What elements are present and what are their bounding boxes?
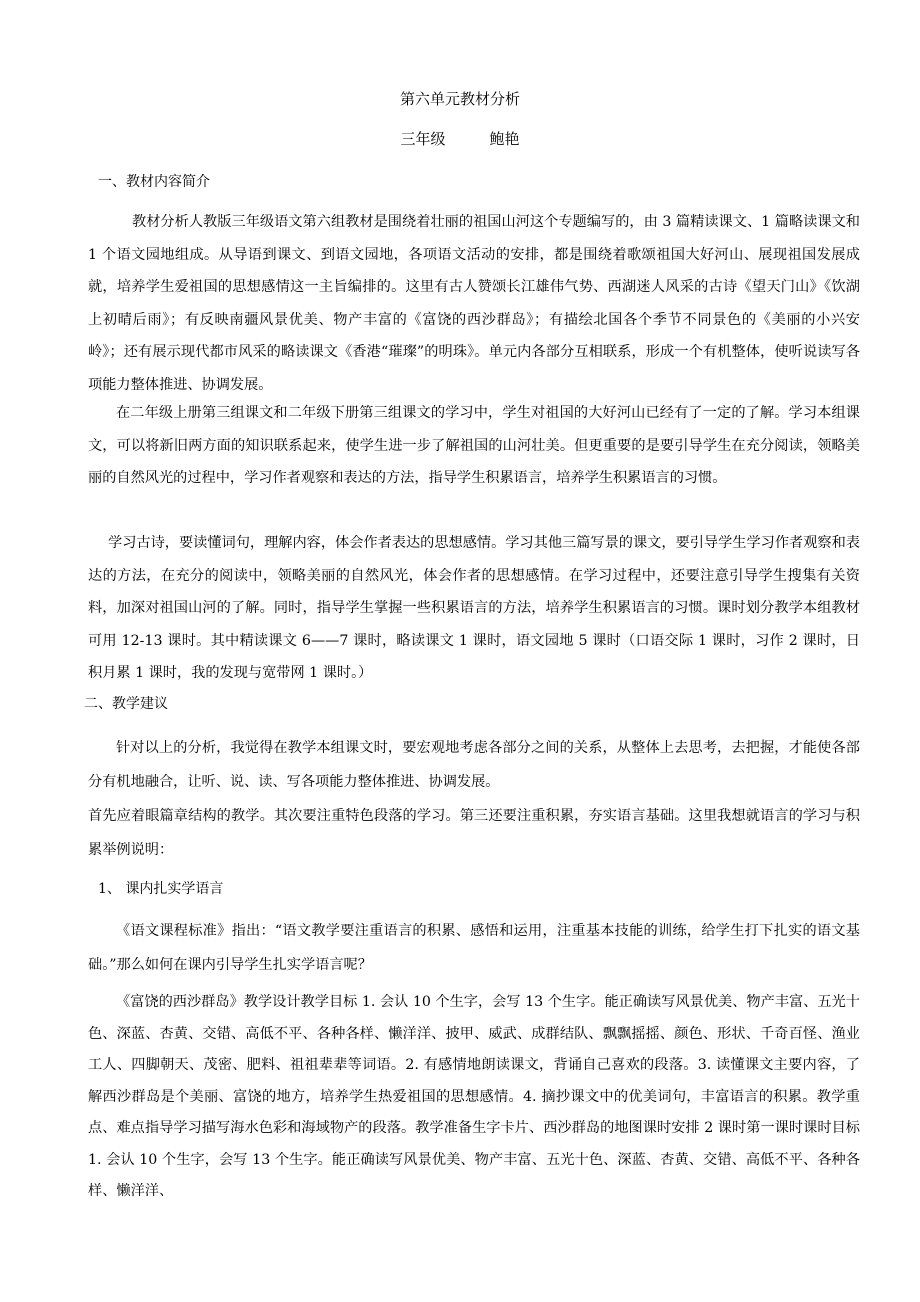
paragraph-intro-3: 学习古诗，要读懂词句，理解内容，体会作者表达的思想感情。学习其他三篇写景的课文，要引导学生学习作者观察和表达的方法，在充分的阅读中，领略美丽的自然风光，体会作者的思想感情。在学习过程中，还要注意引导学生搜集有关资料，加深对祖国山河的了解。同时，指导学生掌握一些积累语言的方法，培养学生积累语言的习惯。课时划分教学本组教材可用 12-13 课时。其中精读课文 6——7 课时，略读课文 1 课时，语文园地 5 课时（口语交际 1 课时，习作 2 课时，日积月累 1 课时，我的发现与宽带网 1 课时。）: [88, 535, 860, 681]
paragraph-suggestion-2: 首先应着眼篇章结构的教学。其次要注重特色段落的学习。第三还要注重积累，夯实语言基础。这里我想就语言的学习与积累举例说明：: [88, 808, 860, 858]
grade-label: 三年级: [400, 130, 446, 148]
section-heading-2: 二、教学建议: [84, 696, 168, 712]
paragraph-suggestion-1: 针对以上的分析，我觉得在教学本组课文时，要宏观地考虑各部分之间的关系，从整体上去思考，去把握，才能使各部分有机地融合，让听、说、读、写各项能力整体推进、协调发展。: [88, 740, 860, 790]
section-heading-1: 一、教材内容简介: [98, 174, 210, 190]
document-title: 第六单元教材分析: [399, 90, 520, 108]
paragraph-intro-1: 教材分析人教版三年级语文第六组教材是围绕着壮丽的祖国山河这个专题编写的，由 3 篇精读课文、1 篇略读课文和 1 个语文园地组成。从导语到课文、到语文园地，各项语文活动的安排，都是围绕着歌颂祖国大好河山、展现祖国发展成就，培养学生爱祖国的思想感情这一主旨编排的。这里有古人赞颂长江雄伟气势、西湖迷人风采的古诗《望天门山》《饮湖上初晴后雨》；有反映南疆风景优美、物产丰富的《富饶的西沙群岛》；有描绘北国各个季节不同景色的《美丽的小兴安岭》；还有展示现代都市风采的略读课文《香港“璀璨”的明珠》。单元内各部分互相联系，形成一个有机整体，使听说读写各项能力整体推进、协调发展。: [88, 214, 860, 393]
author-name: 鲍艳: [489, 130, 520, 148]
subsection-heading-1: 1、 课内扎实学语言: [98, 881, 224, 897]
author-line: [0, 128, 920, 150]
paragraph-lesson-plan: 《富饶的西沙群岛》教学设计教学目标 1. 会认 10 个生字，会写 13 个生字。能正确读写风景优美、物产丰富、五光十色、深蓝、杏黄、交错、高低不平、各种各样、懒洋洋、披甲、威武、成群结队、飘飘摇摇、颜色、形状、千奇百怪、渔业工人、四脚朝天、茂密、肥料、祖祖辈辈等词语。2. 有感情地朗读课文，背诵自己喜欢的段落。3. 读懂课文主要内容，了解西沙群岛是个美丽、富饶的地方，培养学生热爱祖国的思想感情。4. 摘抄课文中的优美词句，丰富语言的积累。教学重点、难点指导学习描写海水色彩和海域物产的段落。教学准备生字卡片、西沙群岛的地图课时安排 2 课时第一课时课时目标 1. 会认 10 个生字，会写 13 个生字。能正确读写风景优美、物产丰富、五光十色、深蓝、杏黄、交错、高低不平、各种各样、懒洋洋、: [88, 994, 860, 1199]
paragraph-standard-quote: 《语文课程标准》指出：“语文教学要注重语言的积累、感悟和运用，注重基本技能的训练，给学生打下扎实的语文基础。”那么如何在课内引导学生扎实学语言呢？: [88, 923, 860, 973]
paragraph-intro-2: 在二年级上册第三组课文和二年级下册第三组课文的学习中，学生对祖国的大好河山已经有了一定的了解。学习本组课文，可以将新旧两方面的知识联系起来，使学生进一步了解祖国的山河壮美。但更重要的是要引导学生在充分阅读，领略美丽的自然风光的过程中，学习作者观察和表达的方法，指导学生积累语言，培养学生积累语言的习惯。: [88, 405, 860, 486]
